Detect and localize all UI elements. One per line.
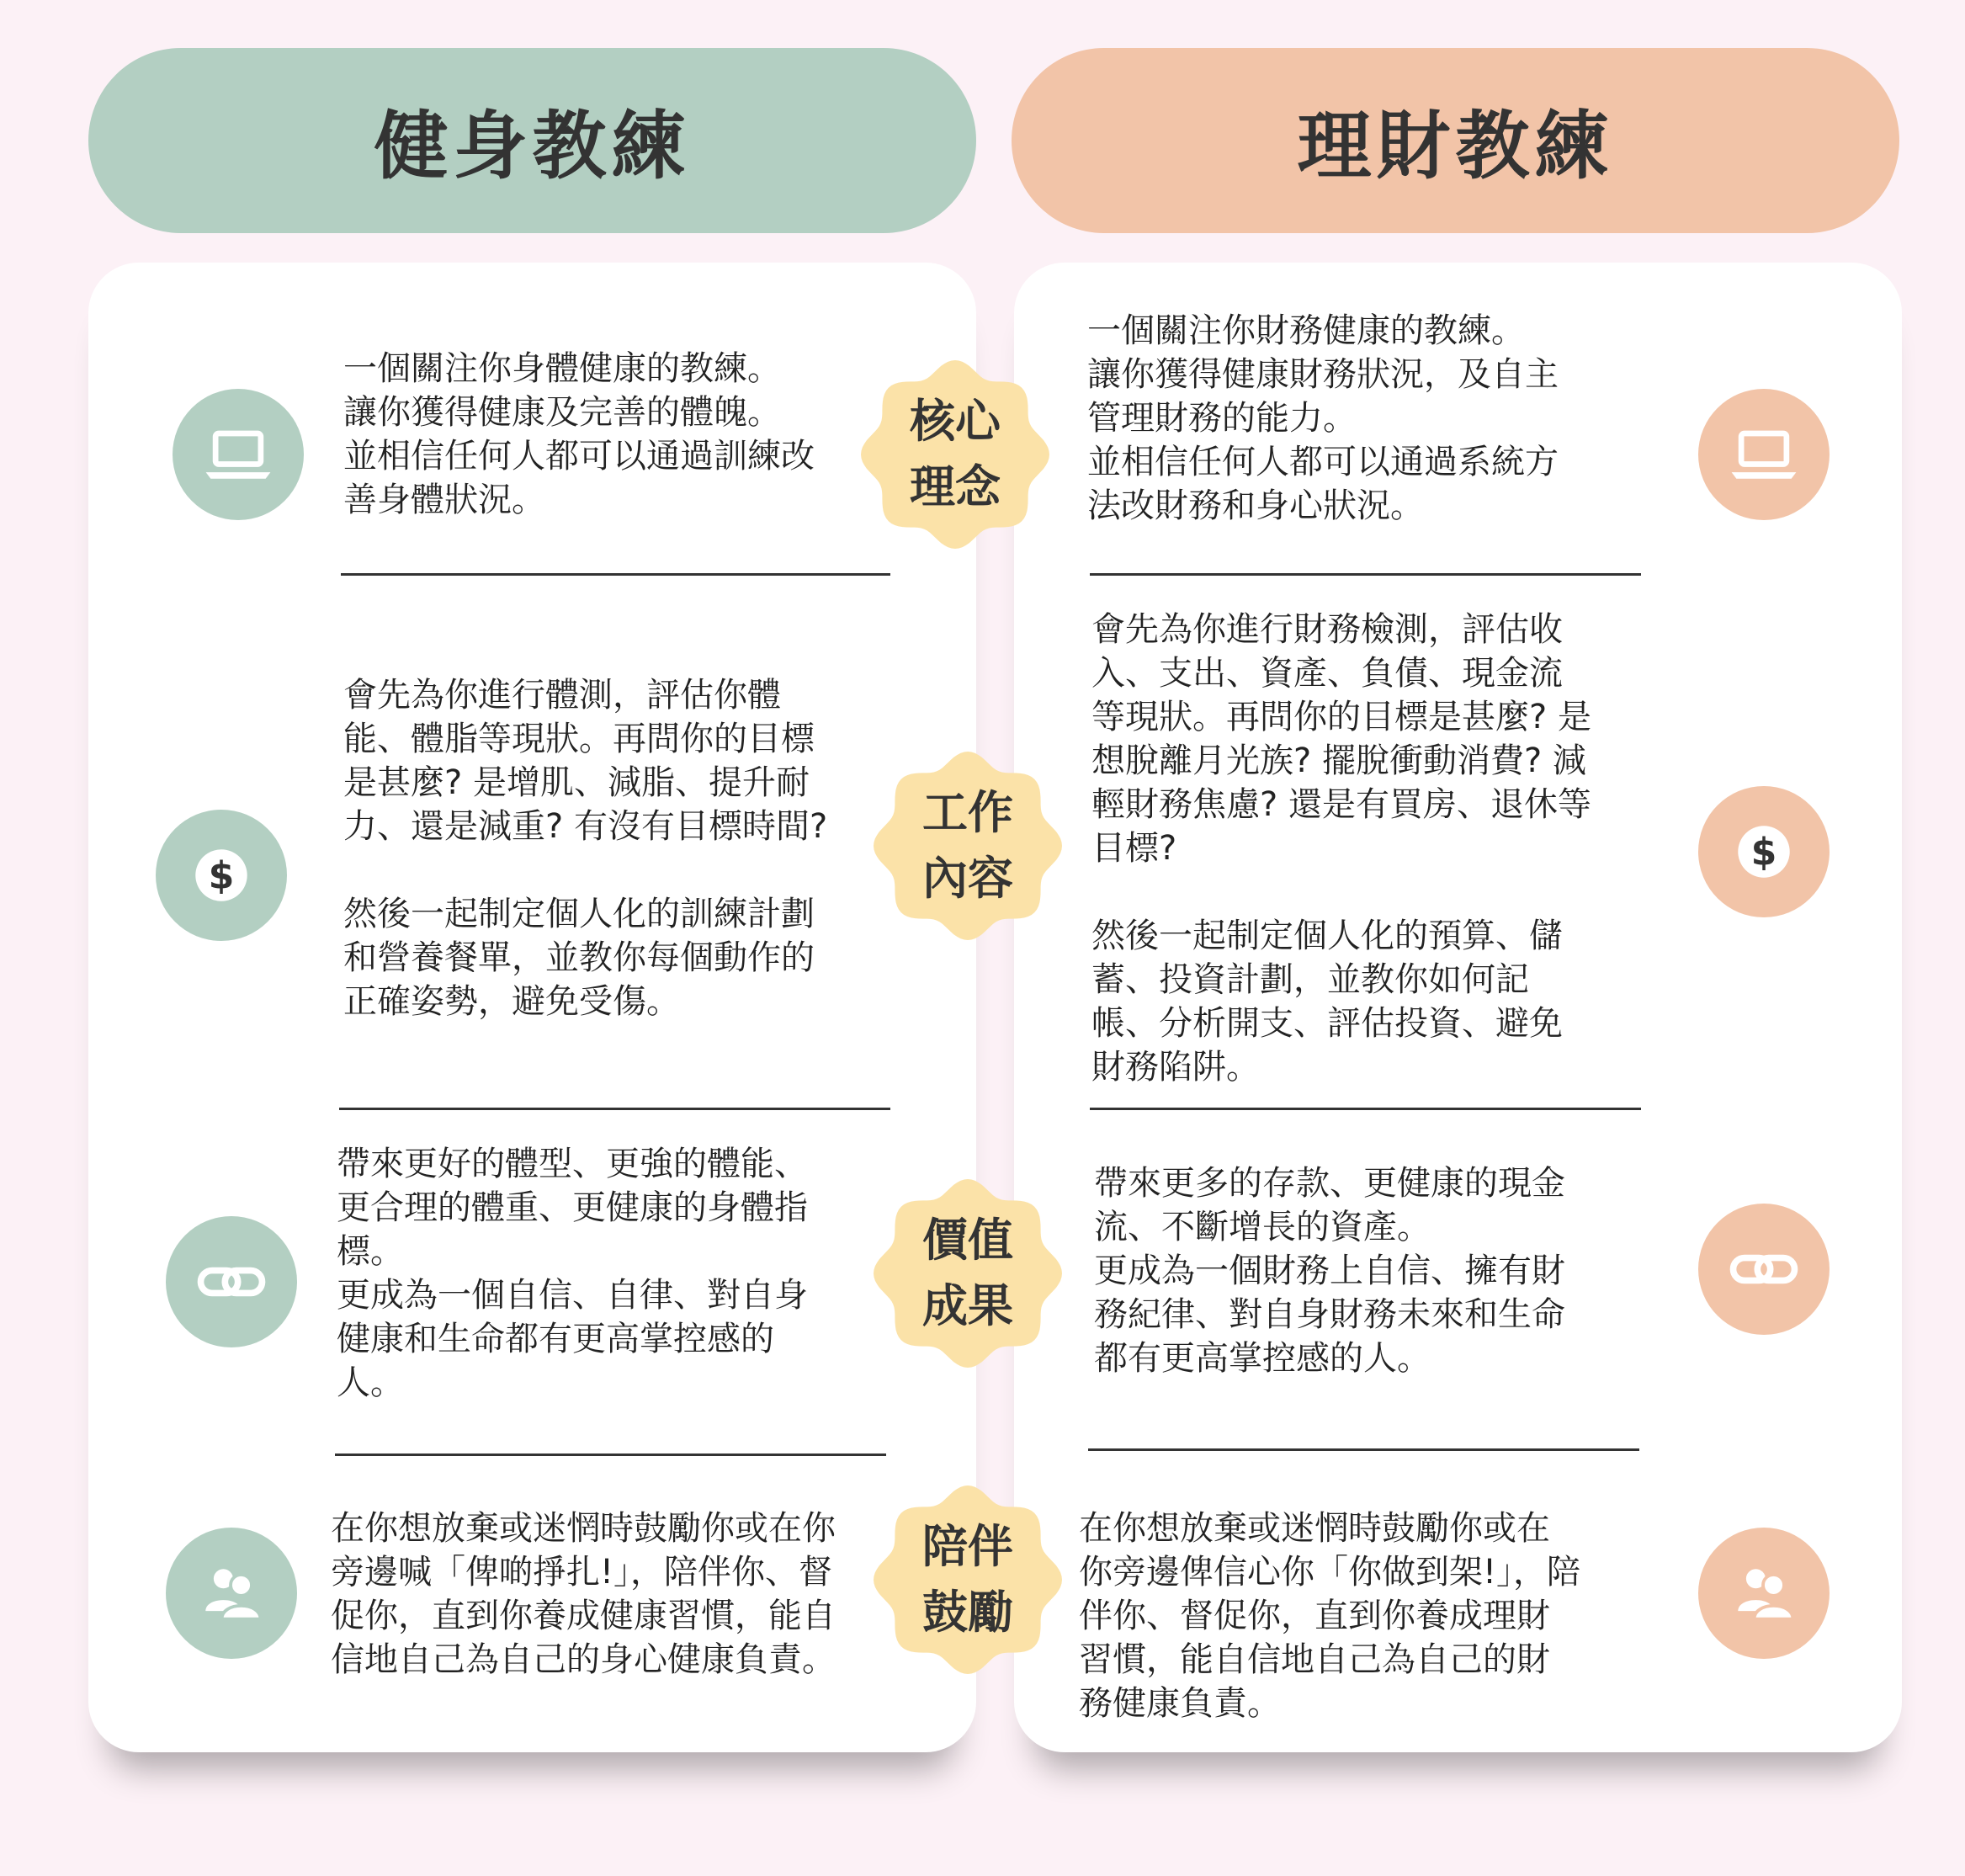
badge-core-concept xyxy=(858,358,1052,551)
section-text-companion: 在你想放棄或迷惘時鼓勵你或在你 旁邊喊「俾啲掙扎!」，陪伴你、督 促你，直到你養成健康習慣，能自 信地自己為自己的身心健康負責。 xyxy=(331,1509,836,1679)
section-text-core-concept: 一個關注你財務健康的教練。 讓你獲得健康財務狀況，及自主 管理財務的能力。 並相信任何人都可以通過系統方 法改財務和身心狀況。 xyxy=(1087,311,1559,525)
divider xyxy=(1090,573,1641,576)
badge-work-content xyxy=(871,749,1065,943)
header-title: 理財教練 xyxy=(1297,103,1614,189)
badge-label: 核心 理念 xyxy=(910,395,1001,513)
link-icon xyxy=(166,1216,297,1347)
section-text-value-outcome: 帶來更好的體型、更強的體能、 更合理的體重、更健康的身體指 標。 更成為一個自信、自律、對自身 健康和生命都有更高掌控感的 人。 xyxy=(337,1145,808,1402)
divider xyxy=(1090,1108,1641,1110)
section-text-companion: 在你想放棄或迷惘時鼓勵你或在 你旁邊俾信心你「你做到架!」，陪 伴你、督促你，直到你養成理財 習慣，能自信地自己為自己的財 務健康負責。 xyxy=(1079,1509,1581,1723)
badge-label: 陪伴 鼓勵 xyxy=(922,1520,1013,1639)
section-text-work-content: 會先為你進行財務檢測，評估收 入、支出、資產、負債、現金流 等現狀。再問你的目標是甚麼? 是 想脫離月光族? 擺脫衝動消費? 減 輕財務焦慮? 還是有買房、退休等 目標? 然後一起制定個人化的預算、儲 蓄、投資計劃，並教你如何記 帳、分析開支、評估投資、避免 財務陷阱。 xyxy=(1091,610,1591,1087)
dollar-icon xyxy=(156,810,287,941)
header-fitness-coach xyxy=(88,48,976,233)
link-icon xyxy=(1698,1204,1830,1335)
header-title: 健身教練 xyxy=(374,103,691,189)
section-text-value-outcome: 帶來更多的存款、更健康的現金 流、不斷增長的資產。 更成為一個財務上自信、擁有財 務紀律、對自身財務未來和生命 都有更高掌控感的人。 xyxy=(1094,1164,1565,1378)
header-finance-coach xyxy=(1012,48,1899,233)
section-text-work-content: 會先為你進行體測，評估你體 能、體脂等現狀。再問你的目標 是甚麼? 是增肌、減脂、提升耐 力、還是減重? 有沒有目標時間? 然後一起制定個人化的訓練計劃 和營養餐單，並教你每個動作的 正確姿勢，避免受傷。 xyxy=(343,676,828,1021)
badge-companion xyxy=(871,1483,1065,1677)
laptop-icon xyxy=(173,389,304,520)
users-icon xyxy=(1698,1528,1830,1659)
divider xyxy=(341,573,890,576)
badge-label: 價值 成果 xyxy=(922,1214,1013,1332)
svg-text:$: $ xyxy=(208,854,235,898)
divider xyxy=(1088,1448,1639,1451)
badge-label: 工作 內容 xyxy=(922,786,1013,905)
laptop-icon xyxy=(1698,389,1830,520)
dollar-icon xyxy=(1698,786,1830,917)
section-text-core-concept: 一個關注你身體健康的教練。 讓你獲得健康及完善的體魄。 並相信任何人都可以通過訓練改 善身體狀況。 xyxy=(343,349,815,519)
divider xyxy=(335,1454,886,1456)
svg-text:$: $ xyxy=(1750,831,1777,874)
divider xyxy=(339,1108,890,1110)
users-icon xyxy=(166,1528,297,1659)
badge-value-outcome xyxy=(871,1177,1065,1370)
